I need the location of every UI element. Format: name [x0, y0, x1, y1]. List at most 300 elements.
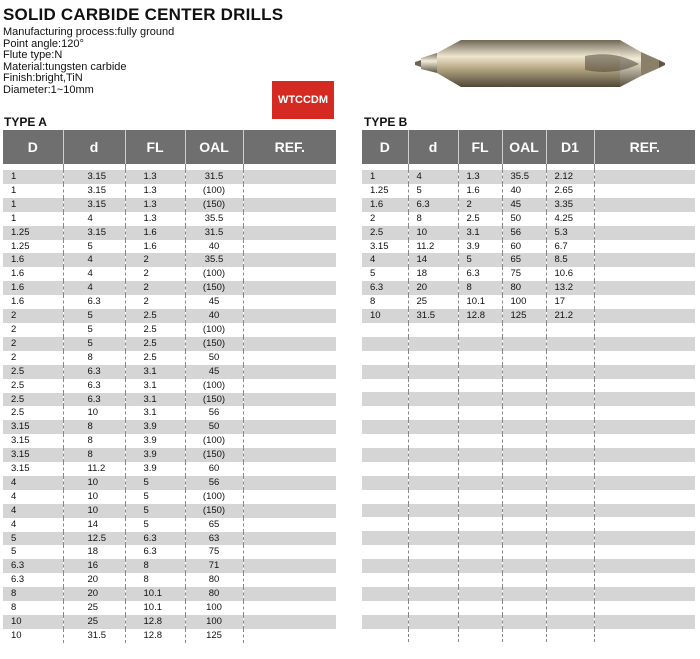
column-header: D	[3, 130, 63, 164]
table-cell	[458, 545, 502, 559]
table-cell: 1.6	[125, 240, 185, 254]
table-cell: 1.6	[3, 253, 63, 267]
table-cell: 5.3	[546, 226, 594, 240]
table-cell	[408, 434, 458, 448]
table-cell	[546, 531, 594, 545]
table-cell: 80	[502, 281, 546, 295]
table-cell	[362, 406, 408, 420]
table-cell: 3.15	[63, 198, 125, 212]
table-cell: 60	[502, 240, 546, 254]
table-cell: 65	[185, 518, 243, 532]
table-cell: 3.9	[125, 448, 185, 462]
table-cell: 125	[502, 309, 546, 323]
table-cell: 4	[63, 253, 125, 267]
table-cell: 10.1	[125, 601, 185, 615]
table-cell: 45	[502, 198, 546, 212]
table-row	[3, 629, 336, 643]
table-cell	[458, 337, 502, 351]
table-cell: 8	[63, 420, 125, 434]
table-cell	[594, 351, 695, 365]
table-row	[362, 545, 695, 559]
table-cell: 35.5	[185, 253, 243, 267]
table-cell: 1.3	[125, 184, 185, 198]
table-cell: 3.1	[458, 226, 502, 240]
table-cell: 2.5	[125, 323, 185, 337]
table-cell	[362, 531, 408, 545]
table-cell	[408, 406, 458, 420]
table-cell	[594, 170, 695, 184]
table-cell: 6.3	[3, 573, 63, 587]
table-cell: 6.3	[63, 365, 125, 379]
table-cell: 4.25	[546, 212, 594, 226]
table-cell: 2.5	[3, 406, 63, 420]
table-cell: 10	[63, 406, 125, 420]
table-cell: 12.8	[125, 615, 185, 629]
table-cell	[502, 337, 546, 351]
table-cell: 2	[125, 267, 185, 281]
table-cell	[594, 448, 695, 462]
table-cell: 3.1	[125, 379, 185, 393]
table-cell	[243, 184, 336, 198]
table-cell	[546, 337, 594, 351]
column-header: d	[408, 130, 458, 164]
table-cell: (150)	[185, 448, 243, 462]
table-cell	[502, 559, 546, 573]
table-cell	[408, 490, 458, 504]
table-cell	[458, 406, 502, 420]
table-cell	[243, 253, 336, 267]
table-cell: 3.15	[3, 462, 63, 476]
table-cell	[502, 406, 546, 420]
table-row	[3, 462, 336, 476]
spec-line: Manufacturing process:fully ground	[3, 26, 175, 38]
table-cell	[594, 281, 695, 295]
table-row	[362, 559, 695, 573]
table-cell: 2.65	[546, 184, 594, 198]
table-cell: 1.25	[362, 184, 408, 198]
column-header: OAL	[502, 130, 546, 164]
table-cell: 5	[362, 267, 408, 281]
table-cell	[362, 337, 408, 351]
table-cell: 3.15	[3, 420, 63, 434]
table-cell	[408, 517, 458, 531]
table-cell: 6.7	[546, 240, 594, 254]
table-cell	[502, 490, 546, 504]
table-row	[362, 615, 695, 629]
table-cell	[546, 559, 594, 573]
table-cell	[546, 490, 594, 504]
table-cell: 5	[63, 240, 125, 254]
table-row	[362, 434, 695, 448]
table-row	[3, 504, 336, 518]
column-header: REF.	[594, 130, 695, 164]
table-cell	[546, 379, 594, 393]
table-cell: 18	[408, 267, 458, 281]
table-cell: 5	[63, 309, 125, 323]
table-cell: 60	[185, 462, 243, 476]
table-cell	[546, 587, 594, 601]
table-cell	[362, 490, 408, 504]
table-cell	[458, 351, 502, 365]
table-cell	[458, 629, 502, 643]
table-row	[3, 267, 336, 281]
table-cell: 3.15	[362, 240, 408, 254]
table-cell	[362, 365, 408, 379]
table-cell: (150)	[185, 337, 243, 351]
table-cell	[408, 448, 458, 462]
table-cell	[243, 476, 336, 490]
table-row	[3, 587, 336, 601]
table-cell	[243, 240, 336, 254]
table-cell: 10	[63, 476, 125, 490]
column-header: FL	[125, 130, 185, 164]
table-cell	[594, 406, 695, 420]
table-cell	[502, 629, 546, 643]
table-row	[362, 184, 695, 198]
table-row	[362, 476, 695, 490]
table-cell	[243, 170, 336, 184]
table-cell	[594, 392, 695, 406]
table-row	[362, 267, 695, 281]
table-cell: 10.1	[458, 295, 502, 309]
table-cell	[594, 240, 695, 254]
table-cell: 4	[63, 267, 125, 281]
table-cell: 50	[185, 351, 243, 365]
table-cell	[502, 462, 546, 476]
table-row	[362, 309, 695, 323]
table-cell: (100)	[185, 267, 243, 281]
table-cell	[546, 462, 594, 476]
table-cell	[362, 434, 408, 448]
table-cell: 20	[63, 573, 125, 587]
table-cell	[458, 448, 502, 462]
table-cell	[546, 392, 594, 406]
table-cell: 3.9	[125, 420, 185, 434]
table-cell: 1.3	[458, 170, 502, 184]
table-cell: 65	[502, 253, 546, 267]
table-cell: 3.9	[125, 462, 185, 476]
table-cell	[408, 351, 458, 365]
table-cell	[594, 379, 695, 393]
table-cell	[243, 351, 336, 365]
table-cell	[594, 420, 695, 434]
table-cell	[594, 559, 695, 573]
table-row	[362, 295, 695, 309]
table-cell	[243, 448, 336, 462]
table-cell: 2.5	[3, 379, 63, 393]
table-cell	[546, 629, 594, 643]
table-cell	[546, 323, 594, 337]
table-row	[362, 406, 695, 420]
table-cell	[502, 323, 546, 337]
table-cell: 4	[63, 281, 125, 295]
table-cell	[594, 295, 695, 309]
table-cell	[594, 517, 695, 531]
table-row	[3, 198, 336, 212]
table-cell: 1.3	[125, 212, 185, 226]
table-cell: 6.3	[458, 267, 502, 281]
table-row	[362, 281, 695, 295]
table-cell	[362, 392, 408, 406]
table-cell: 8	[63, 434, 125, 448]
table-cell	[546, 365, 594, 379]
table-cell	[458, 531, 502, 545]
table-row	[3, 365, 336, 379]
table-cell: 35.5	[185, 212, 243, 226]
table-row	[3, 337, 336, 351]
table-cell: 31.5	[408, 309, 458, 323]
table-cell: 3.9	[125, 434, 185, 448]
table-cell: 2	[3, 337, 63, 351]
table-cell	[546, 504, 594, 518]
table-cell	[408, 476, 458, 490]
table-cell	[243, 337, 336, 351]
table-row	[3, 615, 336, 629]
table-cell: 31.5	[185, 170, 243, 184]
table-cell	[362, 476, 408, 490]
table-cell: 31.5	[63, 629, 125, 643]
table-row	[3, 545, 336, 559]
table-cell	[502, 476, 546, 490]
table-cell: 45	[185, 365, 243, 379]
table-cell	[502, 420, 546, 434]
table-cell: 2.5	[3, 365, 63, 379]
table-cell: 12.5	[63, 532, 125, 546]
spec-line: Flute type:N	[3, 49, 63, 61]
table-cell	[243, 406, 336, 420]
table-cell	[502, 434, 546, 448]
type-a-label: TYPE A	[4, 115, 47, 129]
table-cell	[243, 462, 336, 476]
table-cell: 10.6	[546, 267, 594, 281]
table-cell: 71	[185, 559, 243, 573]
table-cell	[408, 559, 458, 573]
table-cell: 8	[362, 295, 408, 309]
table-cell	[408, 323, 458, 337]
column-header: d	[63, 130, 125, 164]
table-cell: 2.5	[125, 309, 185, 323]
table-cell	[458, 379, 502, 393]
table-cell: 75	[502, 267, 546, 281]
table-cell: 63	[185, 532, 243, 546]
table-cell	[594, 323, 695, 337]
column-header: OAL	[185, 130, 243, 164]
table-cell: 6.3	[125, 532, 185, 546]
table-cell	[408, 462, 458, 476]
table-cell: 2	[3, 309, 63, 323]
table-cell: 17	[546, 295, 594, 309]
table-row	[362, 170, 695, 184]
table-cell: 5	[408, 184, 458, 198]
table-cell: 100	[185, 601, 243, 615]
table-row	[3, 351, 336, 365]
table-cell: 3.15	[3, 448, 63, 462]
table-row	[3, 476, 336, 490]
table-cell: 4	[3, 518, 63, 532]
table-row	[3, 559, 336, 573]
table-cell	[243, 198, 336, 212]
table-cell: 80	[185, 573, 243, 587]
table-cell: 2.12	[546, 170, 594, 184]
table-cell: 2	[125, 281, 185, 295]
table-cell: 14	[63, 518, 125, 532]
table-row	[362, 379, 695, 393]
table-cell	[502, 615, 546, 629]
table-cell	[243, 420, 336, 434]
table-cell	[362, 587, 408, 601]
table-cell: 8	[63, 351, 125, 365]
table-cell: 3.9	[458, 240, 502, 254]
table-cell	[243, 532, 336, 546]
table-row	[362, 212, 695, 226]
table-cell: 6.3	[125, 545, 185, 559]
table-cell: (150)	[185, 281, 243, 295]
table-cell	[546, 601, 594, 615]
table-cell: 16	[63, 559, 125, 573]
table-cell	[243, 281, 336, 295]
table-cell: 5	[3, 532, 63, 546]
table-cell	[546, 448, 594, 462]
table-cell: 125	[185, 629, 243, 643]
table-cell	[243, 490, 336, 504]
table-cell	[594, 434, 695, 448]
table-cell	[594, 226, 695, 240]
table-cell: 56	[502, 226, 546, 240]
table-cell: 5	[125, 504, 185, 518]
table-cell	[243, 226, 336, 240]
table-cell: 45	[185, 295, 243, 309]
table-cell	[502, 573, 546, 587]
table-cell	[502, 587, 546, 601]
table-cell: 3.35	[546, 198, 594, 212]
table-row	[3, 212, 336, 226]
table-cell	[458, 504, 502, 518]
table-cell: 2.5	[125, 337, 185, 351]
table-cell	[594, 504, 695, 518]
table-cell: 8.5	[546, 253, 594, 267]
table-cell	[546, 573, 594, 587]
table-row	[3, 532, 336, 546]
table-row	[3, 448, 336, 462]
table-cell	[408, 337, 458, 351]
table-cell: 5	[63, 323, 125, 337]
table-cell	[594, 601, 695, 615]
table-cell	[408, 531, 458, 545]
table-row	[362, 226, 695, 240]
table-cell	[408, 601, 458, 615]
spec-line: Material:tungsten carbide	[3, 60, 127, 73]
table-cell	[243, 587, 336, 601]
table-row	[3, 573, 336, 587]
table-row	[362, 601, 695, 615]
table-cell	[243, 434, 336, 448]
table-cell: 6.3	[63, 393, 125, 407]
table-cell	[408, 420, 458, 434]
table-cell: 56	[185, 406, 243, 420]
table-cell: 3.15	[3, 434, 63, 448]
table-cell	[408, 365, 458, 379]
table-cell	[458, 559, 502, 573]
table-cell	[546, 545, 594, 559]
table-cell	[243, 559, 336, 573]
table-cell	[362, 559, 408, 573]
table-cell	[502, 365, 546, 379]
table-cell: 8	[3, 587, 63, 601]
spec-line: Diameter:1~10mm	[3, 83, 94, 96]
column-header: REF.	[243, 130, 336, 164]
table-cell: 3.1	[125, 365, 185, 379]
table-cell: 50	[502, 212, 546, 226]
table-row	[3, 518, 336, 532]
table-cell	[594, 545, 695, 559]
table-cell: 1.3	[125, 170, 185, 184]
table-cell	[362, 573, 408, 587]
table-cell: 8	[63, 448, 125, 462]
table-cell	[362, 615, 408, 629]
table-cell	[458, 434, 502, 448]
table-cell	[502, 392, 546, 406]
table-cell	[243, 518, 336, 532]
table-cell	[362, 448, 408, 462]
table-cell	[502, 601, 546, 615]
table-cell	[502, 531, 546, 545]
table-cell	[594, 198, 695, 212]
table-cell: 1.6	[3, 295, 63, 309]
table-cell	[458, 517, 502, 531]
table-cell: 1	[362, 170, 408, 184]
table-row	[362, 365, 695, 379]
table-cell: 25	[63, 601, 125, 615]
table-row	[3, 379, 336, 393]
table-row	[3, 393, 336, 407]
table-cell: 50	[185, 420, 243, 434]
table-row	[3, 240, 336, 254]
table-cell	[458, 476, 502, 490]
table-row	[3, 406, 336, 420]
table-row	[362, 392, 695, 406]
table-row	[362, 504, 695, 518]
table-cell: 8	[125, 559, 185, 573]
table-cell	[362, 323, 408, 337]
table-row	[362, 198, 695, 212]
table-cell: 3.15	[63, 184, 125, 198]
table-cell	[546, 476, 594, 490]
table-cell	[594, 309, 695, 323]
table-cell	[362, 629, 408, 643]
table-cell	[243, 393, 336, 407]
table-row	[3, 434, 336, 448]
table-cell	[243, 295, 336, 309]
table-cell: 12.8	[125, 629, 185, 643]
table-cell: 2	[458, 198, 502, 212]
table-cell: 1	[3, 184, 63, 198]
table-cell: 1	[3, 212, 63, 226]
table-cell: 6.3	[362, 281, 408, 295]
table-cell: 1	[3, 198, 63, 212]
table-cell: 2.5	[458, 212, 502, 226]
table-cell	[546, 420, 594, 434]
table-cell	[458, 323, 502, 337]
table-cell: 4	[408, 170, 458, 184]
table-cell	[408, 379, 458, 393]
table-cell	[594, 462, 695, 476]
table-cell: 5	[63, 337, 125, 351]
table-cell: 8	[125, 573, 185, 587]
table-cell: (150)	[185, 504, 243, 518]
table-cell	[502, 379, 546, 393]
table-cell	[594, 184, 695, 198]
brand-logo: WTCCDM	[272, 81, 334, 119]
